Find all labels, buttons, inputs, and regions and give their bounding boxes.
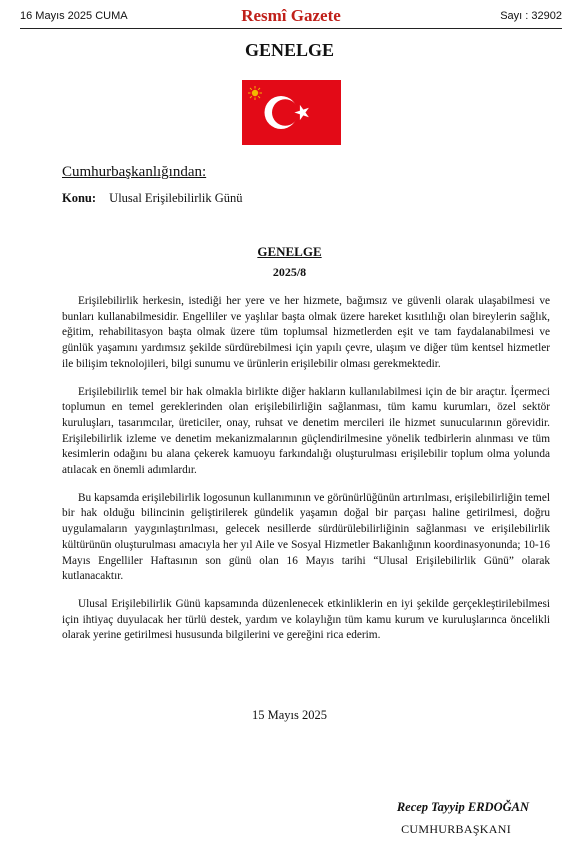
subject-value: Ulusal Erişilebilirlik Günü xyxy=(109,191,243,205)
subject-line xyxy=(62,191,243,206)
gazette-title: Resmî Gazete xyxy=(241,6,341,25)
turkish-flag-icon xyxy=(242,80,341,145)
document-body xyxy=(62,294,550,656)
document-number: 2025/8 xyxy=(272,265,307,279)
paragraph: Erişilebilirlik herkesin, istediği her yere ve her hizmete, bağımsız ve güvenli olarak ulaşabilmesi ve bunları kullanabilmesidir. Engelliler ve yaşlılar başta olmak üzere hareket kısıtlılığı olan bireylerin sağlık, eğitim, rehabilitasyon başta olmak üzere tüm toplumsal hizmetlerden eşit ve tam faydalanabilmesi ve günlük yaşamını yardımsız şekilde sürdürebilmesi için yapılı çevre, ulaşım ve diğer tüm kentsel hizmetler ile bilişim teknolojileri, bilgi sunumu ve ürünlerin erişilebilir olması gerekmektedir. xyxy=(62,295,550,370)
gazette-header xyxy=(20,6,562,29)
section-title: GENELGE xyxy=(244,40,335,60)
paragraph: Erişilebilirlik temel bir hak olmakla birlikte diğer hakların kullanılabilmesi için de bir araçtır. İçermeci toplumun en temel gereklerinden olan erişilebilirliğin sağlanması, tüm kamu kurumları, özel sektör kuruluşları, tasarımcılar, üreticiler, onay, ruhsat ve denetim mercileri ile hizmet sunucularının görevidir. Erişilebilirlik izleme ve denetim mekanizmalarının güçlendirilmesine yönelik tedbirlerin alınması ve tüm kesimlerin odağını bu alana çekerek kamuoyu farkındalığı oluşturulması erişilebilir toplum olma yolunda atılacak en önemli adımlardır. xyxy=(62,385,550,477)
sun-emblem-icon xyxy=(248,86,262,100)
subject-label: Konu: xyxy=(62,191,97,205)
issuer-name: Cumhurbaşkanlığından: xyxy=(62,164,207,180)
header-date: 16 Mayıs 2025 CUMA xyxy=(20,10,128,22)
paragraph: Bu kapsamda erişilebilirlik logosunun kullanımının ve görünürlüğünün artırılması, erişilebilirliğin temel bir hak olduğu bilincinin geliştirilerek gündelik yaşamın doğal bir parçası haline getirilmesi, doğru uygulamaların yaygınlaştırılması, gelecek nesillerde sürdürülebilirliğinin sağlanması ve erişilebilirlik kültürünün oluşturulması amacıyla her yıl Aile ve Sosyal Hizmetler Bakanlığının koordinasyonunda; 10-16 Mayıs Engelliler Haftasının son günü olan 16 Mayıs tarihi “Ulusal Erişilebilirlik Günü” olarak kutlanacaktır. xyxy=(62,491,550,583)
signature-title: CUMHURBAŞKANI xyxy=(401,822,511,836)
paragraph: Ulusal Erişilebilirlik Günü kapsamında düzenlenecek etkinliklerin en iyi şekilde gerçekleştirilebilmesi için ihtiyaç duyulacak her türlü destek, yardım ve kolaylığın tüm kamu kurum ve kuruluşlarınca öncelikli olarak yerine getirilmesi hususunda bilgilerini ve gereğini rica ederim. xyxy=(62,597,550,642)
issue-number: Sayı : 32902 xyxy=(500,10,562,22)
signature-name: Recep Tayyip ERDOĞAN xyxy=(396,800,529,814)
document-date: 15 Mayıs 2025 xyxy=(252,708,327,722)
document-title: GENELGE xyxy=(257,244,322,259)
